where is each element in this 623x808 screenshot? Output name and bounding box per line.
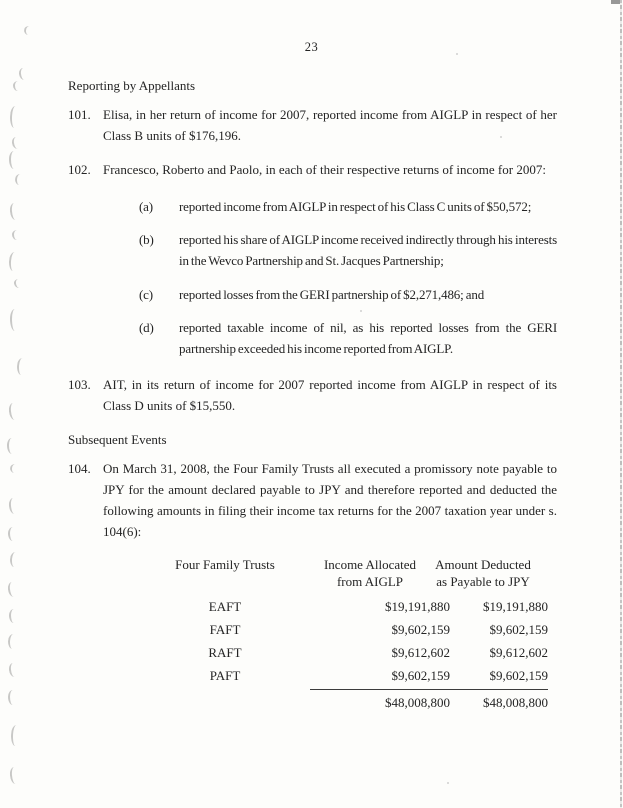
scan-artifact [14,279,22,289]
scan-artifact [9,203,17,220]
table-row [140,641,548,664]
subparagraph-label: (d) [139,320,154,335]
scan-artifact [9,552,17,568]
section-heading-subsequent-events: Subsequent Events [68,432,167,447]
scan-artifact [11,137,19,150]
scan-artifact [8,403,16,421]
scan-artifact [23,26,31,36]
table-row [140,618,548,641]
paragraph-number: 101. [68,107,91,122]
page-number: 23 [304,40,319,54]
scan-artifact [10,309,17,331]
scan-artifact [7,582,16,598]
paragraph-number: 103. [68,377,91,392]
scan-artifact [10,725,18,746]
trust-name-cell: EAFT [208,599,242,614]
table-header-row [140,556,548,590]
subparagraph-102b [139,229,557,271]
amount-deducted-cell: $9,602,159 [489,668,548,683]
subparagraph-text: reported income from AIGLP in respect of his Class C units of $50,572; [179,199,532,214]
subparagraph-label: (a) [139,199,153,214]
total-amount-deducted-cell: $48,008,800 [450,689,548,715]
column-header-line: Income Allocated [323,557,417,572]
scan-artifact [8,663,16,678]
subparagraph-102d [139,317,557,359]
scan-artifact [9,464,17,474]
scan-artifact [14,174,22,186]
scan-edge-line [620,0,622,808]
scan-speck [447,782,449,784]
amount-deducted-cell: $9,602,159 [489,622,548,637]
column-header-trusts: Four Family Trusts [175,557,275,572]
subparagraph-text: reported his share of AIGLP income received indirectly through his interests in the Wevco Partnership and St. Jacques Partnership; [179,232,557,268]
column-header-line: Amount Deducted [435,557,531,572]
subparagraph-text: reported losses from the GERI partnership of $2,271,486; and [179,287,485,302]
subparagraph-label: (c) [139,287,153,302]
paragraph-104 [68,458,557,542]
income-allocated-cell: $9,612,602 [391,645,450,660]
amount-deducted-cell: $9,612,602 [489,645,548,660]
income-allocated-cell: $19,191,880 [385,599,450,614]
total-income-allocated-cell: $48,008,800 [310,689,450,715]
family-trusts-allocation-table [140,556,548,715]
scan-artifact [8,690,15,705]
trust-name-cell: RAFT [208,645,242,660]
scan-artifact [8,252,17,272]
scan-artifact [9,151,16,169]
trust-name-cell: PAFT [209,668,241,683]
paragraph-text: Francesco, Roberto and Paolo, in each of their respective returns of income for 2007: [103,162,546,177]
scan-artifact [7,634,15,649]
paragraph-text: Elisa, in her return of income for 2007, reported income from AIGLP in respect of her Class B units of $176,196. [103,107,557,143]
document-body [68,75,557,715]
income-allocated-cell: $9,602,159 [391,668,450,683]
paragraph-101 [68,104,557,146]
scan-artifact [7,438,14,454]
subparagraph-102a [139,196,557,217]
scan-artifact [9,106,17,128]
section-heading-reporting: Reporting by Appellants [68,78,196,93]
scan-artifact [16,358,24,375]
paragraph-number: 102. [68,162,91,177]
column-header-income-allocated [300,556,440,590]
paragraph-102 [68,159,557,180]
paragraph-number: 104. [68,461,91,476]
scan-artifact [9,609,16,623]
scan-artifact [8,498,16,514]
scan-artifact [8,527,15,541]
table-totals-row [140,689,548,715]
scan-artifact [18,68,26,81]
trust-name-cell: FAFT [209,622,241,637]
table-row [140,595,548,618]
scan-artifact [9,767,17,784]
column-header-amount-deducted [434,556,532,590]
totals-spacer-cell [140,689,310,715]
scan-corner-tick [611,0,620,4]
income-allocated-cell: $9,602,159 [391,622,450,637]
column-header-line: as Payable to JPY [436,574,530,589]
amount-deducted-cell: $19,191,880 [483,599,548,614]
subparagraph-label: (b) [139,232,154,247]
subparagraph-text: reported taxable income of nil, as his reported losses from the GERI partnership exceeded his income reported from AIGLP. [179,320,557,356]
paragraph-text: On March 31, 2008, the Four Family Trusts all executed a promissory note payable to JPY for the amount declared payable to JPY and therefore reported and deducted the following amounts in filing their income tax returns for the 2007 taxation year under s. 104(6): [103,461,557,539]
subparagraph-102c [139,284,557,305]
paragraph-text: AIT, in its return of income for 2007 reported income from AIGLP in respect of its Class D units of $15,550. [103,377,557,413]
scan-artifact [13,81,20,91]
table-row [140,664,548,687]
scan-artifact [12,230,19,240]
paragraph-103 [68,374,557,416]
column-header-line: from AIGLP [336,574,404,589]
